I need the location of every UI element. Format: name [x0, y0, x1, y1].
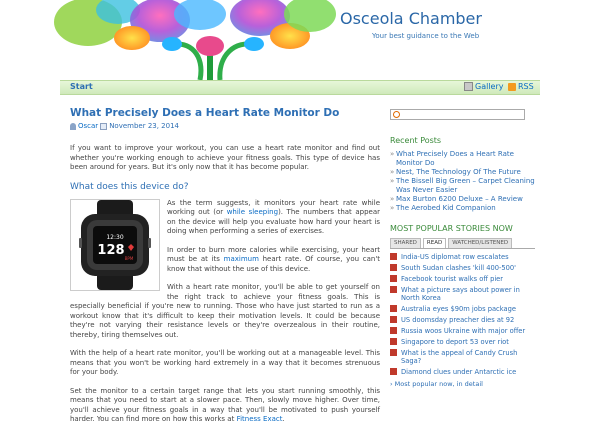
tab-watched-listened[interactable]: WATCHED/LISTENED [448, 238, 512, 248]
post-date: November 23, 2014 [109, 122, 179, 130]
post-paragraph-2: In order to burn more calories while exercising, your heart must be at its maximum heart rate. Of course, you can't know that without the use of this device. [167, 245, 380, 273]
sidebar [390, 109, 535, 400]
gallery-icon [464, 82, 473, 91]
watch-bpm-label: BPM [124, 255, 134, 261]
post-author[interactable]: Oscar [78, 122, 99, 130]
recent-post-item[interactable]: » The Aerobed Kid Companion [390, 204, 535, 213]
popular-item[interactable]: Russia woos Ukraine with major offer [390, 325, 535, 336]
popular-marker-icon [390, 338, 397, 345]
section-heading: What does this device do? [70, 181, 189, 192]
recent-post-item[interactable]: » What Precisely Does a Heart Rate Monitor Do [390, 150, 535, 168]
popular-item[interactable]: Diamond clues under Antarctic ice [390, 366, 535, 377]
popular-heading: MOST POPULAR STORIES NOW [390, 224, 513, 233]
while-sleeping-link[interactable]: while sleeping [226, 208, 279, 216]
popular-marker-icon [390, 349, 397, 356]
watch-illustration [71, 200, 159, 290]
post-intro: If you want to improve your workout, you can use a heart rate monitor and find out whether you're working enough to achieve your fitness goals. This type of device has been around for years. But it's only now that it has become popular. [70, 144, 380, 171]
nav-rss[interactable] [508, 82, 534, 91]
most-popular-more-link[interactable]: › Most popular now, in detail [390, 380, 483, 388]
nav-rss-link[interactable]: RSS [518, 82, 534, 91]
recent-posts-heading: Recent Posts [390, 136, 442, 145]
popular-marker-icon [390, 368, 397, 375]
site-header [60, 0, 540, 80]
popular-item[interactable]: What is the appeal of Candy Crush Saga? [390, 347, 535, 366]
popular-marker-icon [390, 305, 397, 312]
popular-marker-icon [390, 316, 397, 323]
post-paragraph-1: As the term suggests, it monitors your heart rate while working out (or while sleeping). The numbers that appear on the device will help you evaluate how hard your heart is doing when performing a series of exercises. [167, 198, 380, 235]
post-paragraph-5: Set the monitor to a certain target range that lets you start running smoothly, this means that you need to start at a slower pace. Then, slowly move higher. Over time, you'll achieve your fitness goals in a way that you'll be motivated to push yourself harder. You can find more on how this works at Fitness Exact. [70, 386, 380, 423]
popular-marker-icon [390, 327, 397, 334]
watch-time: 12:30 [106, 233, 124, 241]
nav-bar [60, 80, 540, 95]
popular-item[interactable]: Australia eyes $90m jobs package [390, 303, 535, 314]
heart-rate-monitor-image [70, 199, 160, 291]
fitness-exact-link[interactable]: Fitness Exact [236, 415, 283, 423]
popular-item[interactable]: Singapore to deport 53 over riot [390, 336, 535, 347]
post-body [70, 199, 380, 425]
rss-icon [508, 83, 516, 91]
popular-item[interactable]: What a picture says about power in North Korea [390, 284, 535, 303]
popular-marker-icon [390, 253, 397, 260]
post-paragraph-4: With the help of a heart rate monitor, you'll be working out at a manageable level. This means that you won't be working hard extremely in a way that it becomes strenuous for your body. [70, 349, 380, 376]
post-paragraph-3: With a heart rate monitor, you'll be able to get yourself on the right track to achieve your fitness goals. This is especially beneficial if you're new to running. Those who have just started to run as a workout know that it's difficult to keep their motivation levels. It could be because they're not varying their resistance levels or they're overzealous in their routine, thereby, tiring themselves out. [70, 283, 380, 339]
tab-shared[interactable]: SHARED [390, 238, 421, 248]
popular-list [390, 251, 535, 377]
site-title[interactable]: Osceola Chamber [340, 9, 482, 28]
post-title[interactable]: What Precisely Does a Heart Rate Monitor Do [70, 107, 340, 119]
nav-gallery[interactable] [464, 82, 504, 91]
nav-start-link[interactable]: Start [70, 82, 93, 91]
popular-item[interactable]: US doomsday preacher dies at 92 [390, 314, 535, 325]
calendar-icon [100, 123, 107, 130]
recent-post-item[interactable]: » Nest, The Technology Of The Future [390, 168, 535, 177]
site-tagline: Your best guidance to the Web [372, 32, 480, 40]
user-icon [70, 123, 76, 130]
recent-post-item[interactable]: » The Bissell Big Green – Carpet Cleaning Was Never Easier [390, 177, 535, 195]
popular-tabs [390, 238, 535, 249]
main-content [70, 106, 380, 423]
recent-posts-list [390, 150, 535, 213]
watch-bpm: 128 [97, 242, 125, 258]
recent-post-item[interactable]: » Max Burton 6200 Deluxe – A Review [390, 195, 535, 204]
search-input[interactable] [390, 109, 525, 120]
nav-gallery-link[interactable]: Gallery [475, 82, 504, 91]
search-icon [393, 111, 400, 118]
popular-marker-icon [390, 286, 397, 293]
tab-read[interactable]: READ [423, 238, 446, 248]
maximum-link[interactable]: maximum [223, 255, 259, 263]
page [60, 0, 540, 423]
popular-item[interactable]: South Sudan clashes 'kill 400-500' [390, 262, 535, 273]
popular-marker-icon [390, 275, 397, 282]
post-meta [70, 121, 380, 131]
popular-item[interactable]: Facebook tourist walks off pier [390, 273, 535, 284]
popular-item[interactable]: India-US diplomat row escalates [390, 251, 535, 262]
popular-marker-icon [390, 264, 397, 271]
